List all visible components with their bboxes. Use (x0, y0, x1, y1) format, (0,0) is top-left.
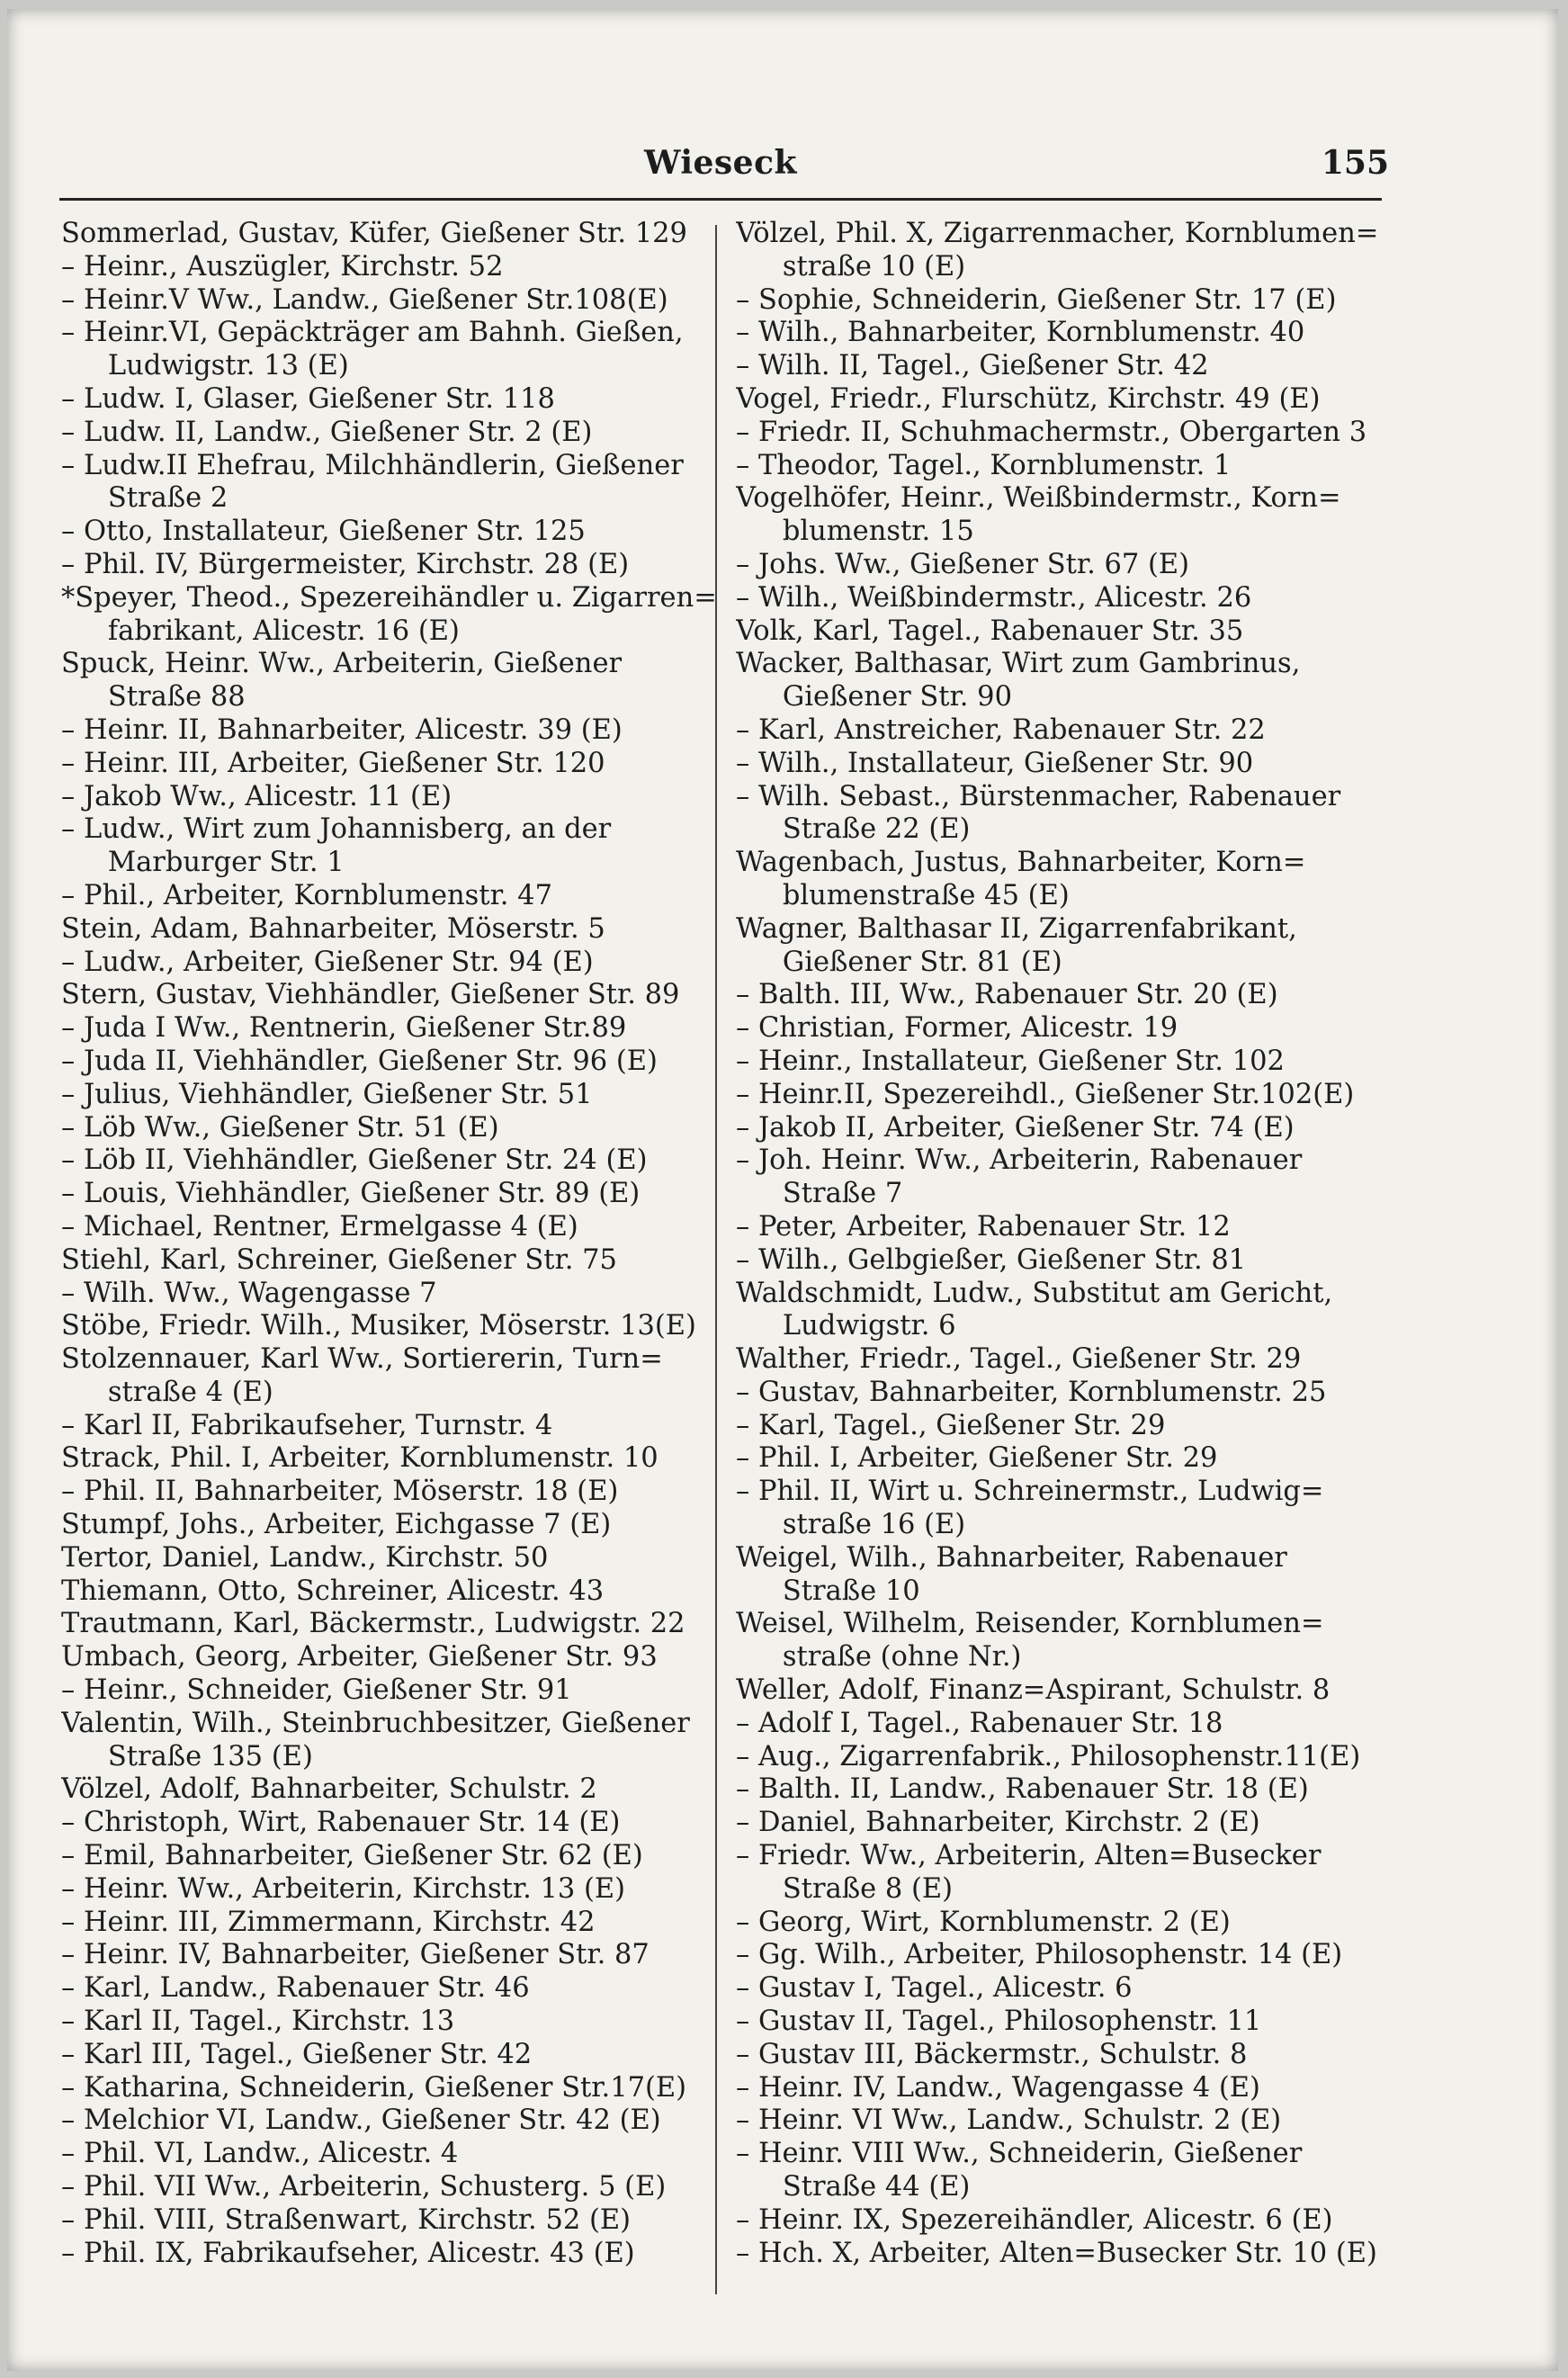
entry-line: – Phil. VI, Landw., Alicestr. 4 (61, 2138, 459, 2170)
entry-line: – Heinr., Auszügler, Kirchstr. 52 (61, 250, 504, 283)
directory-entry (61, 450, 722, 516)
directory-entry (61, 1708, 722, 1774)
directory-entry (61, 880, 722, 913)
directory-entry (736, 417, 1397, 450)
entry-continuation: Ludwigstr. 6 (782, 1310, 956, 1342)
directory-entry (61, 648, 722, 714)
entry-continuation: blumenstraße 45 (E) (782, 879, 1070, 911)
directory-entry (736, 1045, 1397, 1079)
directory-entry (736, 2104, 1397, 2138)
entry-line: – Heinr. VI Ww., Landw., Schulstr. 2 (E) (736, 2104, 1282, 2137)
entry-line: – Phil. II, Wirt u. Schreinermstr., Ludwig= (736, 1476, 1324, 1508)
directory-entry (736, 1542, 1397, 1609)
directory-entry (61, 1144, 722, 1178)
entry-line: Stein, Adam, Bahnarbeiter, Möserstr. 5 (61, 912, 605, 945)
directory-entry (61, 317, 722, 383)
entry-line: – Adolf I, Tagel., Rabenauer Str. 18 (736, 1707, 1223, 1739)
entry-line: – Emil, Bahnarbeiter, Gießener Str. 62 (E) (61, 1840, 643, 1872)
entry-line: – Christian, Former, Alicestr. 19 (736, 1012, 1178, 1045)
directory-entry (736, 2238, 1397, 2271)
entry-line: – Jakob II, Arbeiter, Gießener Str. 74 (E) (736, 1111, 1295, 1144)
entry-line: – Ludw., Arbeiter, Gießener Str. 94 (E) (61, 946, 594, 978)
directory-entry (736, 1939, 1397, 1972)
entry-continuation: Straße 88 (107, 681, 246, 713)
entry-line: Wacker, Balthasar, Wirt zum Gambrinus, (736, 648, 1301, 680)
directory-entry (736, 1972, 1397, 2006)
directory-entry (736, 1244, 1397, 1278)
directory-entry (61, 1674, 722, 1708)
entry-line: Wagenbach, Justus, Bahnarbeiter, Korn= (736, 847, 1306, 879)
entry-line: – Karl, Tagel., Gießener Str. 29 (736, 1409, 1166, 1441)
directory-entry (736, 1807, 1397, 1840)
directory-entry (736, 1773, 1397, 1807)
directory-entry (736, 1907, 1397, 1940)
entry-line: Stöbe, Friedr. Wilh., Musiker, Möserstr. 13(E) (61, 1310, 696, 1342)
directory-entry (61, 1840, 722, 1873)
directory-entry (61, 1112, 722, 1145)
header-rule (59, 198, 1382, 201)
directory-entry (61, 2204, 722, 2238)
directory-entry (736, 482, 1397, 549)
entry-line: – Hch. X, Arbeiter, Alten=Busecker Str. 10 (E) (736, 2237, 1377, 2269)
directory-entry (736, 1343, 1397, 1377)
directory-entry (61, 2238, 722, 2271)
entry-line: Spuck, Heinr. Ww., Arbeiterin, Gießener (61, 648, 623, 680)
entry-line: Trautmann, Karl, Bäckermstr., Ludwigstr. 22 (61, 1608, 685, 1640)
directory-entry (736, 549, 1397, 582)
entry-line: Thiemann, Otto, Schreiner, Alicestr. 43 (61, 1575, 605, 1607)
directory-entry (736, 2204, 1397, 2238)
entry-line: – Heinr. IX, Spezereihändler, Alicestr. 6 (E) (736, 2203, 1333, 2236)
entry-continuation: Straße 44 (E) (782, 2171, 971, 2203)
page-title: Wieseck (644, 144, 797, 182)
entry-line: Tertor, Daniel, Landw., Kirchstr. 50 (61, 1541, 549, 1574)
directory-entry (736, 1442, 1397, 1476)
entry-line: – Phil. VIII, Straßenwart, Kirchstr. 52 (E) (61, 2203, 632, 2236)
entry-line: – Balth. III, Ww., Rabenauer Str. 20 (E) (736, 979, 1278, 1011)
entry-line: – Karl II, Tagel., Kirchstr. 13 (61, 2006, 455, 2038)
entry-line: Völzel, Phil. X, Zigarrenmacher, Kornblumen= (736, 218, 1379, 249)
directory-entry (736, 2039, 1397, 2072)
directory-entry (61, 1045, 722, 1079)
entry-line: – Löb Ww., Gießener Str. 51 (E) (61, 1111, 499, 1144)
directory-entry (61, 1178, 722, 1211)
directory-entry (736, 2138, 1397, 2204)
entry-line: – Melchior VI, Landw., Gießener Str. 42 (E) (61, 2104, 661, 2137)
directory-entry (61, 1575, 722, 1609)
directory-entry (736, 1211, 1397, 1244)
entry-line: Umbach, Georg, Arbeiter, Gießener Str. 93 (61, 1641, 658, 1674)
entry-line: – Julius, Viehhändler, Gießener Str. 51 (61, 1078, 593, 1110)
entry-line: – Otto, Installateur, Gießener Str. 125 (61, 516, 586, 548)
entry-line: – Heinr. IV, Bahnarbeiter, Gießener Str. 87 (61, 1939, 650, 1971)
directory-entry (736, 284, 1397, 318)
entry-continuation: Ludwigstr. 13 (E) (107, 350, 349, 382)
entry-line: – Juda I Ww., Rentnerin, Gießener Str.89 (61, 1012, 627, 1045)
entry-line: – Juda II, Viehhändler, Gießener Str. 96 (E) (61, 1045, 658, 1077)
entry-line: – Friedr. Ww., Arbeiterin, Alten=Busecker (736, 1840, 1322, 1872)
directory-entry (61, 1939, 722, 1972)
entry-continuation: Straße 7 (782, 1178, 903, 1210)
entry-line: – Heinr. Ww., Arbeiterin, Kirchstr. 13 (E) (61, 1872, 626, 1905)
entry-line: – Karl, Anstreicher, Rabenauer Str. 22 (736, 713, 1266, 746)
entry-line: – Aug., Zigarrenfabrik., Philosophenstr.11(E) (736, 1740, 1361, 1772)
entry-line: Völzel, Adolf, Bahnarbeiter, Schulstr. 2 (61, 1773, 597, 1806)
entry-line: – Heinr. III, Zimmermann, Kirchstr. 42 (61, 1906, 596, 1938)
entry-line: – Heinr. IV, Landw., Wagengasse 4 (E) (736, 2071, 1260, 2104)
entry-line: – Joh. Heinr. Ww., Arbeiterin, Rabenauer (736, 1144, 1303, 1177)
directory-entry (61, 1907, 722, 1940)
entry-line: Weigel, Wilh., Bahnarbeiter, Rabenauer (736, 1541, 1287, 1574)
directory-entry (736, 1410, 1397, 1443)
entry-line: – Gustav III, Bäckermstr., Schulstr. 8 (736, 2038, 1248, 2070)
entry-line: – Ludw. II, Landw., Gießener Str. 2 (E) (61, 416, 593, 448)
directory-entry (61, 549, 722, 582)
directory-entry (61, 2171, 722, 2204)
entry-line: Stolzennauer, Karl Ww., Sortiererin, Turn= (61, 1343, 663, 1376)
entry-line: – Ludw.II Ehefrau, Milchhändlerin, Gießener (61, 449, 684, 481)
entry-continuation: Straße 135 (E) (107, 1740, 313, 1772)
entry-line: Volk, Karl, Tagel., Rabenauer Str. 35 (736, 615, 1244, 647)
entry-line: – Heinr., Schneider, Gießener Str. 91 (61, 1674, 572, 1707)
directory-entry (61, 1542, 722, 1575)
directory-entry (736, 1377, 1397, 1410)
entry-continuation: straße 4 (E) (107, 1376, 273, 1408)
entry-continuation: straße 16 (E) (782, 1509, 966, 1541)
directory-entry (61, 1807, 722, 1840)
entry-line: – Heinr.V Ww., Landw., Gießener Str.108(E) (61, 283, 668, 316)
directory-entry (61, 748, 722, 781)
directory-entry (736, 1674, 1397, 1708)
directory-entry (61, 1873, 722, 1907)
entry-line: – Louis, Viehhändler, Gießener Str. 89 (E) (61, 1178, 641, 1210)
directory-entry (736, 1079, 1397, 1112)
directory-entry (736, 781, 1397, 848)
directory-entry (736, 383, 1397, 417)
entry-line: – Christoph, Wirt, Rabenauer Str. 14 (E) (61, 1807, 621, 1839)
directory-entry (736, 582, 1397, 615)
directory-page (7, 9, 1558, 2371)
entry-line: Waldschmidt, Ludw., Substitut am Gericht, (736, 1277, 1333, 1309)
entry-line: Vogel, Friedr., Flurschütz, Kirchstr. 49 (E) (736, 382, 1321, 415)
left-column (61, 218, 722, 2270)
entry-line: *Speyer, Theod., Spezereihändler u. Zigarren= (61, 581, 717, 614)
entry-line: – Katharina, Schneiderin, Gießener Str.17(E) (61, 2071, 687, 2104)
directory-entry (61, 251, 722, 284)
directory-entry (736, 913, 1397, 980)
entry-line: – Phil. IV, Bürgermeister, Kirchstr. 28 (E) (61, 548, 630, 580)
directory-entry (736, 714, 1397, 748)
entry-line: – Theodor, Tagel., Kornblumenstr. 1 (736, 449, 1232, 481)
entry-line: – Phil. II, Bahnarbeiter, Möserstr. 18 (E) (61, 1476, 619, 1508)
directory-entry (61, 1244, 722, 1278)
entry-continuation: blumenstr. 15 (782, 516, 974, 548)
directory-entry (61, 1972, 722, 2006)
directory-entry (61, 383, 722, 417)
directory-entry (61, 1608, 722, 1641)
entry-line: – Daniel, Bahnarbeiter, Kirchstr. 2 (E) (736, 1807, 1260, 1839)
entry-line: Stumpf, Johs., Arbeiter, Eichgasse 7 (E) (61, 1509, 612, 1541)
directory-entry (736, 979, 1397, 1012)
entry-line: – Ludw., Wirt zum Johannisberg, an der (61, 813, 612, 846)
entry-line: – Gustav, Bahnarbeiter, Kornblumenstr. 25 (736, 1376, 1327, 1408)
entry-line: – Sophie, Schneiderin, Gießener Str. 17 (E) (736, 283, 1337, 316)
entry-line: – Ludw. I, Glaser, Gießener Str. 118 (61, 382, 555, 415)
directory-entry (61, 417, 722, 450)
directory-entry (736, 1476, 1397, 1542)
directory-entry (61, 2104, 722, 2138)
entry-line: Weisel, Wilhelm, Reisender, Kornblumen= (736, 1608, 1324, 1640)
directory-entry (736, 450, 1397, 483)
directory-entry (736, 1708, 1397, 1741)
entry-line: Walther, Friedr., Tagel., Gießener Str. 29 (736, 1343, 1302, 1376)
directory-entry (736, 2006, 1397, 2039)
directory-entry (61, 1442, 722, 1476)
directory-entry (61, 1641, 722, 1674)
directory-entry (61, 2138, 722, 2171)
page-number: 155 (1321, 144, 1389, 182)
directory-entry (61, 1211, 722, 1244)
directory-entry (61, 284, 722, 318)
entry-line: – Phil. I, Arbeiter, Gießener Str. 29 (736, 1442, 1218, 1475)
entry-line: – Jakob Ww., Alicestr. 11 (E) (61, 780, 452, 812)
directory-entry (61, 1476, 722, 1509)
directory-entry (736, 615, 1397, 649)
directory-entry (61, 1410, 722, 1443)
entry-line: – Wilh. Ww., Wagengasse 7 (61, 1277, 437, 1309)
directory-entry (61, 1310, 722, 1343)
entry-line: – Georg, Wirt, Kornblumenstr. 2 (E) (736, 1906, 1231, 1938)
entry-line: Sommerlad, Gustav, Küfer, Gießener Str. 129 (61, 218, 687, 249)
entry-line: Wagner, Balthasar II, Zigarrenfabrikant, (736, 912, 1297, 945)
directory-entry (61, 2039, 722, 2072)
entry-line: – Karl, Landw., Rabenauer Str. 46 (61, 1972, 530, 2005)
entry-line: – Karl II, Fabrikaufseher, Turnstr. 4 (61, 1409, 553, 1441)
entry-line: – Heinr. VIII Ww., Schneiderin, Gießener (736, 2138, 1303, 2170)
entry-line: – Gustav II, Tagel., Philosophenstr. 11 (736, 2006, 1262, 2038)
directory-entry (736, 1840, 1397, 1907)
entry-line: – Wilh. Sebast., Bürstenmacher, Rabenauer (736, 780, 1341, 812)
entry-line: Weller, Adolf, Finanz=Aspirant, Schulstr. 8 (736, 1674, 1331, 1707)
directory-entry (61, 813, 722, 880)
directory-entry (61, 781, 722, 814)
entry-continuation: Marburger Str. 1 (107, 847, 345, 879)
directory-entry (61, 714, 722, 748)
directory-entry (61, 2072, 722, 2105)
entry-continuation: Straße 10 (782, 1575, 920, 1607)
entry-line: – Karl III, Tagel., Gießener Str. 42 (61, 2038, 533, 2070)
entry-line: – Wilh., Bahnarbeiter, Kornblumenstr. 40 (736, 317, 1305, 349)
entry-continuation: Straße 2 (107, 482, 228, 515)
entry-line: – Wilh. II, Tagel., Gießener Str. 42 (736, 350, 1209, 382)
entry-line: – Peter, Arbeiter, Rabenauer Str. 12 (736, 1210, 1231, 1243)
entry-line: Valentin, Wilh., Steinbruchbesitzer, Gießener (61, 1707, 690, 1739)
entry-line: – Gustav I, Tagel., Alicestr. 6 (736, 1972, 1133, 2005)
entry-line: – Löb II, Viehhändler, Gießener Str. 24 (E) (61, 1144, 648, 1177)
directory-entry (736, 648, 1397, 714)
directory-entry (61, 913, 722, 947)
directory-entry (61, 516, 722, 549)
directory-entry (736, 1278, 1397, 1344)
entry-line: Strack, Phil. I, Arbeiter, Kornblumenstr. 10 (61, 1442, 659, 1475)
page-header (59, 144, 1389, 198)
directory-entry (736, 1608, 1397, 1674)
entry-line: – Wilh., Installateur, Gießener Str. 90 (736, 747, 1254, 779)
directory-entry (736, 847, 1397, 913)
entry-line: – Phil., Arbeiter, Kornblumenstr. 47 (61, 879, 552, 911)
directory-entry (736, 2072, 1397, 2105)
directory-entry (61, 1773, 722, 1807)
entry-line: – Heinr. III, Arbeiter, Gießener Str. 120 (61, 747, 605, 779)
entry-line: – Phil. IX, Fabrikaufseher, Alicestr. 43 (E) (61, 2237, 635, 2269)
entry-line: – Heinr. II, Bahnarbeiter, Alicestr. 39 (E) (61, 713, 623, 746)
entry-line: – Friedr. II, Schuhmachermstr., Obergarten 3 (736, 416, 1367, 448)
directory-entry (61, 947, 722, 980)
directory-entry (61, 1079, 722, 1112)
right-column (736, 218, 1397, 2270)
directory-entry (736, 218, 1397, 284)
directory-entry (61, 2006, 722, 2039)
entry-line: Stern, Gustav, Viehhändler, Gießener Str. 89 (61, 979, 680, 1011)
entry-continuation: Gießener Str. 81 (E) (782, 946, 1062, 978)
directory-entry (736, 1144, 1397, 1211)
entry-continuation: fabrikant, Alicestr. 16 (E) (107, 615, 460, 647)
entry-line: – Johs. Ww., Gießener Str. 67 (E) (736, 548, 1190, 580)
directory-entry (736, 1112, 1397, 1145)
entry-line: – Heinr., Installateur, Gießener Str. 102 (736, 1045, 1285, 1077)
directory-entry (61, 218, 722, 251)
entry-continuation: Straße 22 (E) (782, 813, 971, 846)
directory-entry (61, 1343, 722, 1410)
entry-line: – Michael, Rentner, Ermelgasse 4 (E) (61, 1210, 578, 1243)
directory-entry (61, 1012, 722, 1045)
directory-entry (61, 1509, 722, 1542)
entry-line: – Heinr.VI, Gepäckträger am Bahnh. Gießen, (61, 317, 684, 349)
entry-continuation: Gießener Str. 90 (782, 681, 1012, 713)
entry-line: Stiehl, Karl, Schreiner, Gießener Str. 75 (61, 1243, 617, 1276)
entry-continuation: straße 10 (E) (782, 250, 966, 283)
directory-entry (61, 1278, 722, 1311)
directory-entry (736, 350, 1397, 383)
entry-line: – Heinr.II, Spezereihdl., Gießener Str.102(E) (736, 1078, 1355, 1110)
entry-line: – Balth. II, Landw., Rabenauer Str. 18 (E) (736, 1773, 1309, 1806)
entry-continuation: straße (ohne Nr.) (782, 1641, 1022, 1674)
entry-continuation: Straße 8 (E) (782, 1872, 954, 1905)
entry-line: Vogelhöfer, Heinr., Weißbindermstr., Korn= (736, 482, 1341, 515)
directory-entry (736, 317, 1397, 350)
directory-entry (736, 1012, 1397, 1045)
directory-entry (736, 748, 1397, 781)
entry-line: – Gg. Wilh., Arbeiter, Philosophenstr. 14 (E) (736, 1939, 1343, 1971)
entry-line: – Wilh., Gelbgießer, Gießener Str. 81 (736, 1243, 1247, 1276)
directory-entry (736, 1741, 1397, 1774)
directory-entry (61, 979, 722, 1012)
entry-line: – Phil. VII Ww., Arbeiterin, Schusterg. 5 (E) (61, 2171, 667, 2203)
directory-entry (61, 582, 722, 649)
entry-line: – Wilh., Weißbindermstr., Alicestr. 26 (736, 581, 1252, 614)
